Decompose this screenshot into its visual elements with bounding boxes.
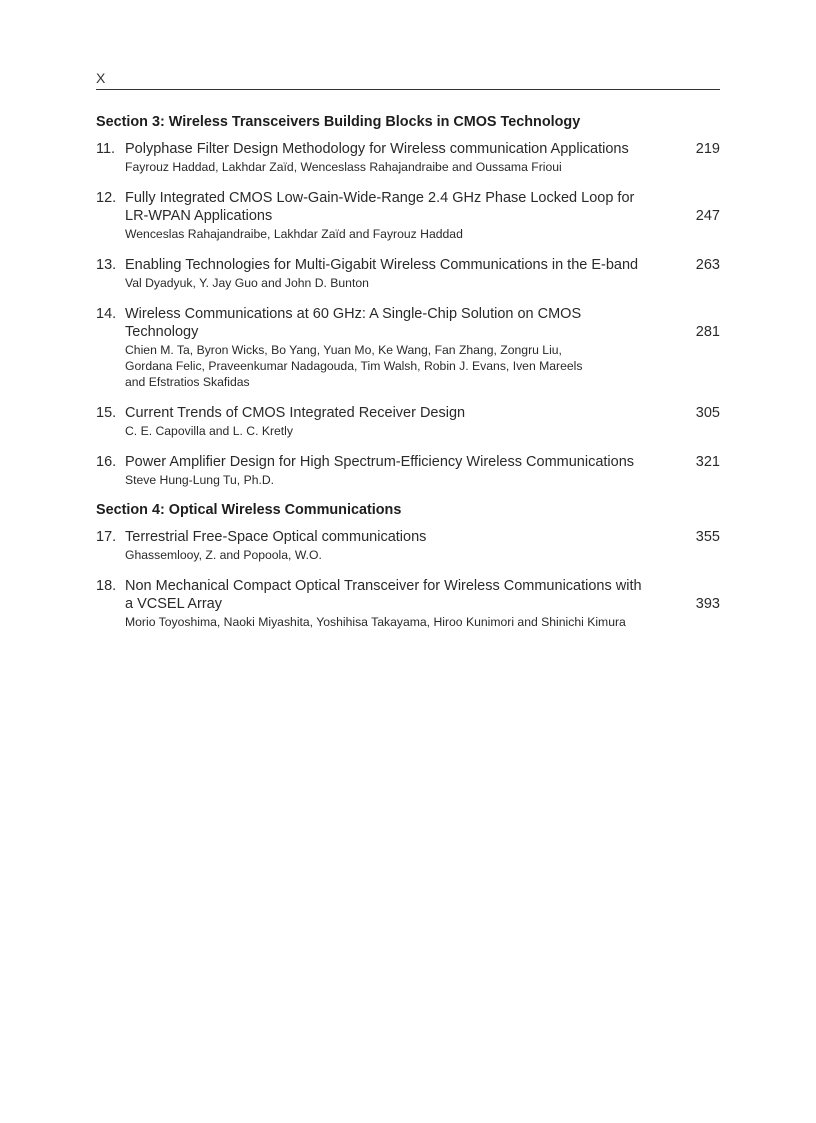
author-line: Chien M. Ta, Byron Wicks, Bo Yang, Yuan Mo, Ke Wang, Fan Zhang, Zongru Liu, xyxy=(125,343,562,357)
author-line: C. E. Capovilla and L. C. Kretly xyxy=(125,424,293,438)
author-line: Morio Toyoshima, Naoki Miyashita, Yoshihisa Takayama, Hiroo Kunimori and Shinichi Kimura xyxy=(125,615,626,629)
page-number-ref: 219 xyxy=(695,141,720,157)
chapter-title: Fully Integrated CMOS Low-Gain-Wide-Range 2.4 GHz Phase Locked Loop for xyxy=(125,190,635,206)
chapter-authors xyxy=(125,614,686,630)
chapter-title: Technology xyxy=(125,324,199,340)
chapter-authors xyxy=(125,547,686,563)
chapter-authors xyxy=(125,226,686,242)
chapter-title: Current Trends of CMOS Integrated Receiver Design xyxy=(125,405,466,421)
page-number-ref: 263 xyxy=(695,257,720,273)
page-header xyxy=(96,70,720,90)
chapter-authors xyxy=(125,423,686,439)
toc-entry[interactable] xyxy=(96,256,720,291)
entry-body xyxy=(125,404,686,439)
section-title: Section 3: Wireless Transceivers Building Blocks in CMOS Technology xyxy=(96,114,581,130)
page-number-ref: 355 xyxy=(695,529,720,545)
chapter-authors xyxy=(125,159,686,175)
author-line: Ghassemlooy, Z. and Popoola, W.O. xyxy=(125,548,322,562)
chapter-authors xyxy=(125,342,686,390)
table-of-contents xyxy=(96,114,720,644)
author-line: Gordana Felic, Praveenkumar Nadagouda, Tim Walsh, Robin J. Evans, Iven Mareels xyxy=(125,359,583,373)
chapter-title: a VCSEL Array xyxy=(125,596,222,612)
toc-entry[interactable] xyxy=(96,189,720,242)
toc-entry[interactable] xyxy=(96,577,720,630)
author-line: Steve Hung-Lung Tu, Ph.D. xyxy=(125,473,275,487)
page-number-ref: 321 xyxy=(695,454,720,470)
entry-body xyxy=(125,577,686,630)
chapter-title: Enabling Technologies for Multi-Gigabit Wireless Communications in the E-band xyxy=(125,257,639,273)
chapter-number: 16. xyxy=(96,454,117,470)
page-number-ref: 393 xyxy=(695,596,720,612)
entry-body xyxy=(125,305,686,390)
author-line: Wenceslas Rahajandraibe, Lakhdar Zaïd and Fayrouz Haddad xyxy=(125,227,463,241)
page-number: X xyxy=(96,70,106,86)
chapter-authors xyxy=(125,472,686,488)
chapter-number: 15. xyxy=(96,405,117,421)
chapter-title: Polyphase Filter Design Methodology for Wireless communication Applications xyxy=(125,141,629,157)
entry-body xyxy=(125,453,686,488)
toc-entry[interactable] xyxy=(96,140,720,175)
chapter-number: 13. xyxy=(96,257,117,273)
chapter-number: 17. xyxy=(96,529,117,545)
author-line: and Efstratios Skafidas xyxy=(125,375,250,389)
section-title: Section 4: Optical Wireless Communications xyxy=(96,502,402,518)
author-line: Val Dyadyuk, Y. Jay Guo and John D. Bunton xyxy=(125,276,369,290)
chapter-number: 14. xyxy=(96,306,117,322)
chapter-title: Non Mechanical Compact Optical Transceiver for Wireless Communications with xyxy=(125,578,642,594)
chapter-title: LR-WPAN Applications xyxy=(125,208,273,224)
chapter-title: Power Amplifier Design for High Spectrum-Efficiency Wireless Communications xyxy=(125,454,635,470)
page-number-ref: 281 xyxy=(695,324,720,340)
chapter-number: 18. xyxy=(96,578,117,594)
chapter-authors xyxy=(125,275,686,291)
author-line: Fayrouz Haddad, Lakhdar Zaïd, Wenceslass Rahajandraibe and Oussama Frioui xyxy=(125,160,562,174)
toc-entry[interactable] xyxy=(96,404,720,439)
toc-entry[interactable] xyxy=(96,453,720,488)
page-number-ref: 305 xyxy=(695,405,720,421)
toc-entry[interactable] xyxy=(96,528,720,563)
entry-body xyxy=(125,189,686,242)
toc-entry[interactable] xyxy=(96,305,720,390)
chapter-number: 12. xyxy=(96,190,117,206)
chapter-title: Wireless Communications at 60 GHz: A Single-Chip Solution on CMOS xyxy=(125,306,582,322)
chapter-number: 11. xyxy=(96,141,116,157)
page-number-ref: 247 xyxy=(695,208,720,224)
entry-body xyxy=(125,140,686,175)
entry-body xyxy=(125,256,686,291)
entry-body xyxy=(125,528,686,563)
chapter-title: Terrestrial Free-Space Optical communications xyxy=(125,529,427,545)
